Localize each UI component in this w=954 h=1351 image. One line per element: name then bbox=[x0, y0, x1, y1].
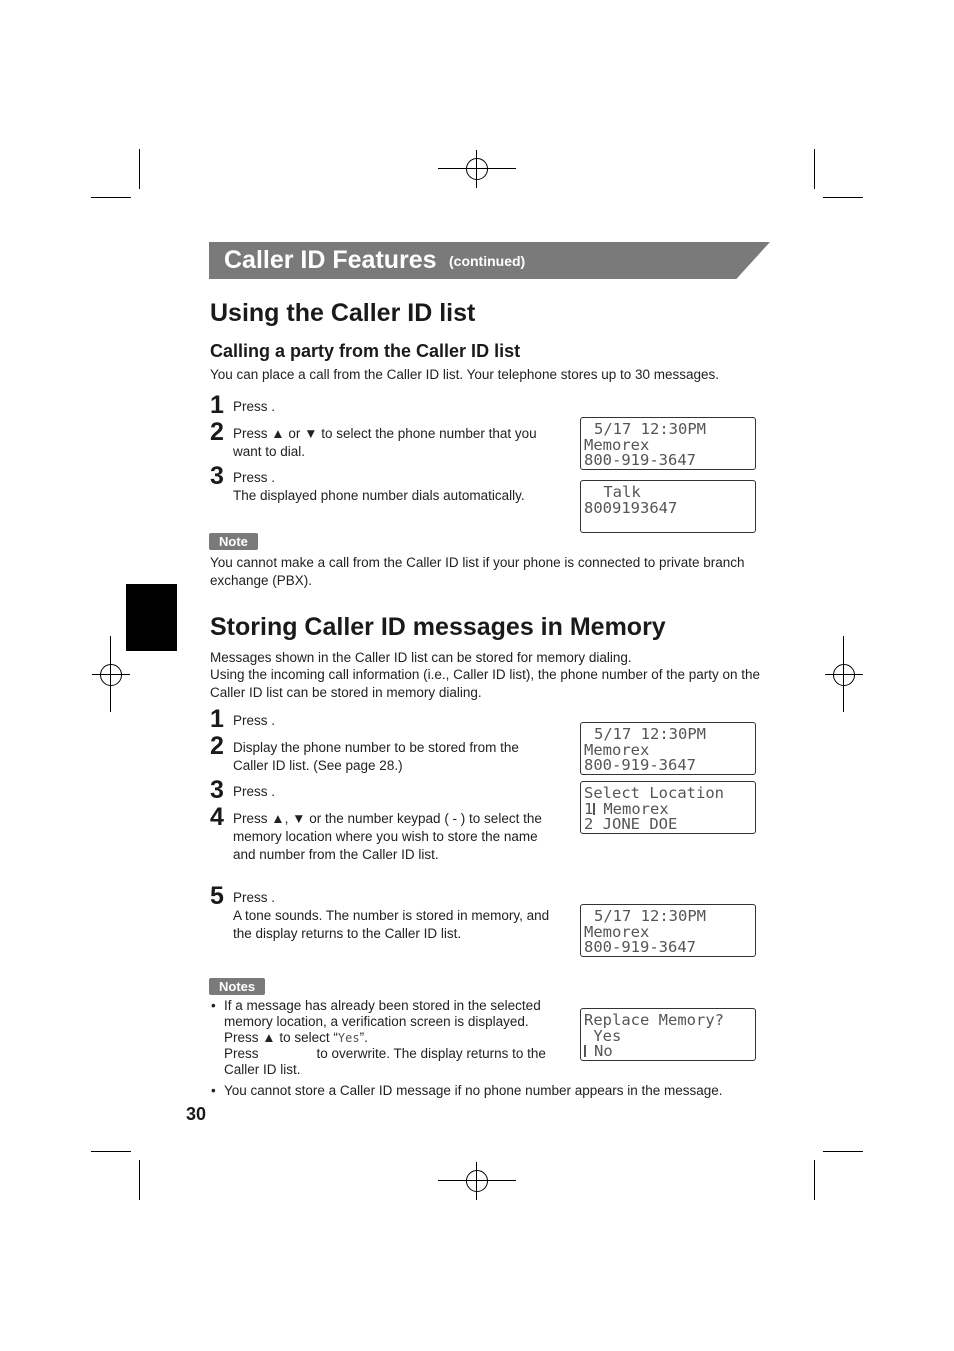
crop-mark bbox=[823, 197, 863, 198]
note-text: You cannot make a call from the Caller ID list if your phone is connected to private branch exchange (PBX). bbox=[210, 555, 745, 588]
bullet-dot: • bbox=[211, 998, 216, 1013]
lcd-line bbox=[584, 1043, 613, 1059]
lcd-line: 5/17 12:30PM bbox=[594, 420, 706, 438]
crop-mark bbox=[139, 1160, 140, 1200]
registration-line bbox=[438, 168, 516, 169]
lcd-line: Memorex bbox=[584, 741, 650, 759]
section-title: Using the Caller ID list bbox=[210, 299, 476, 327]
bullet-text-part: If a message has already been stored in the selected memory location, a verification screen is displayed. Press ▲ to select “ bbox=[224, 998, 541, 1045]
lcd-line: 8009193647 bbox=[584, 499, 678, 517]
lcd-line: 800-919-3647 bbox=[584, 451, 696, 469]
step-number: 1 bbox=[210, 705, 224, 733]
cursor-arrow-icon bbox=[593, 803, 603, 815]
lcd-display bbox=[580, 904, 756, 957]
lcd-line: 5/17 12:30PM bbox=[594, 725, 706, 743]
lcd-display bbox=[580, 781, 756, 834]
crop-mark bbox=[814, 149, 815, 189]
lcd-line: 2 JONE DOE bbox=[584, 815, 678, 833]
registration-mark bbox=[100, 664, 122, 686]
registration-mark bbox=[466, 1170, 488, 1192]
crop-mark bbox=[91, 197, 131, 198]
bullet-text: You cannot store a Caller ID message if no phone number appears in the message. bbox=[224, 1083, 723, 1098]
lcd-line: Talk bbox=[594, 483, 641, 501]
step-text: Press ▲ or ▼ to select the phone number that you want to dial. bbox=[233, 426, 537, 459]
section-title: Storing Caller ID messages in Memory bbox=[210, 613, 666, 641]
step-text: Press . bbox=[233, 784, 276, 799]
lcd-text: Memorex bbox=[603, 800, 669, 818]
step-text: Display the phone number to be stored from the Caller ID list. (See page 28.) bbox=[233, 740, 519, 773]
lcd-line: 5/17 12:30PM bbox=[594, 907, 706, 925]
lcd-display bbox=[580, 1008, 756, 1061]
registration-line bbox=[825, 674, 863, 675]
lcd-line: Yes bbox=[584, 1027, 622, 1045]
bullet-text-part: Press bbox=[224, 1046, 259, 1061]
registration-line bbox=[92, 674, 130, 675]
intro-text: You can place a call from the Caller ID list. Your telephone stores up to 30 messages. bbox=[210, 367, 720, 382]
step-number: 5 bbox=[210, 882, 224, 910]
lcd-line: Memorex bbox=[584, 923, 650, 941]
crop-mark bbox=[91, 1151, 131, 1152]
lcd-line: 800-919-3647 bbox=[584, 756, 696, 774]
page-number: 30 bbox=[186, 1104, 207, 1124]
step-number: 4 bbox=[210, 803, 224, 831]
bullet-text-part: to overwrite. The display returns to the Caller ID list. bbox=[224, 1046, 546, 1077]
registration-line bbox=[438, 1180, 516, 1181]
lcd-text: 1 bbox=[584, 800, 594, 818]
registration-line bbox=[476, 1162, 477, 1200]
lcd-line: 800-919-3647 bbox=[584, 938, 696, 956]
note-badge: Note bbox=[209, 533, 258, 550]
header-subtitle: (continued) bbox=[449, 253, 526, 269]
side-tab bbox=[126, 584, 177, 651]
lcd-display bbox=[580, 722, 756, 775]
step-number: 1 bbox=[210, 391, 224, 419]
step-number: 2 bbox=[210, 418, 224, 446]
registration-line bbox=[476, 150, 477, 188]
lcd-display bbox=[580, 480, 756, 533]
bullet-text-part: ”. bbox=[359, 1030, 368, 1045]
lcd-line: Memorex bbox=[584, 436, 650, 454]
step-number: 2 bbox=[210, 732, 224, 760]
registration-line bbox=[843, 636, 844, 712]
step-text: Press . bbox=[233, 470, 276, 485]
registration-mark bbox=[833, 664, 855, 686]
step-text: Press . bbox=[233, 399, 276, 414]
section-subtitle: Calling a party from the Caller ID list bbox=[210, 341, 521, 361]
lcd-text: No bbox=[594, 1042, 613, 1060]
crop-mark bbox=[139, 149, 140, 189]
notes-badge: Notes bbox=[209, 978, 265, 995]
intro-text: Messages shown in the Caller ID list can be stored for memory dialing. bbox=[210, 650, 632, 665]
lcd-line: Select Location bbox=[584, 784, 724, 802]
intro-text: Using the incoming call information (i.e., Caller ID list), the phone number of the party on the Caller ID list can be stored in memory dialing. bbox=[210, 667, 761, 700]
step-extra-text: A tone sounds. The number is stored in memory, and the display returns to the Caller ID list. bbox=[233, 908, 550, 941]
header-title: Caller ID Features bbox=[224, 246, 437, 274]
crop-mark bbox=[814, 1160, 815, 1200]
step-number: 3 bbox=[210, 462, 224, 490]
lcd-display bbox=[580, 417, 756, 470]
registration-line bbox=[110, 636, 111, 712]
step-extra-text: The displayed phone number dials automatically. bbox=[233, 488, 525, 503]
step-number: 3 bbox=[210, 776, 224, 804]
bullet-dot: • bbox=[211, 1083, 216, 1098]
bullet-text bbox=[224, 998, 549, 1078]
step-text: Press . bbox=[233, 713, 276, 728]
cursor-arrow-icon bbox=[584, 1045, 594, 1057]
registration-mark bbox=[466, 158, 488, 180]
lcd-line: Replace Memory? bbox=[584, 1011, 724, 1029]
yes-option-text: Yes bbox=[337, 1031, 360, 1045]
step-text: Press ▲, ▼ or the number keypad ( - ) to select the memory location where you wish to store the name and number from the Caller ID list. bbox=[233, 811, 542, 862]
step-text: Press . bbox=[233, 890, 276, 905]
crop-mark bbox=[823, 1151, 863, 1152]
